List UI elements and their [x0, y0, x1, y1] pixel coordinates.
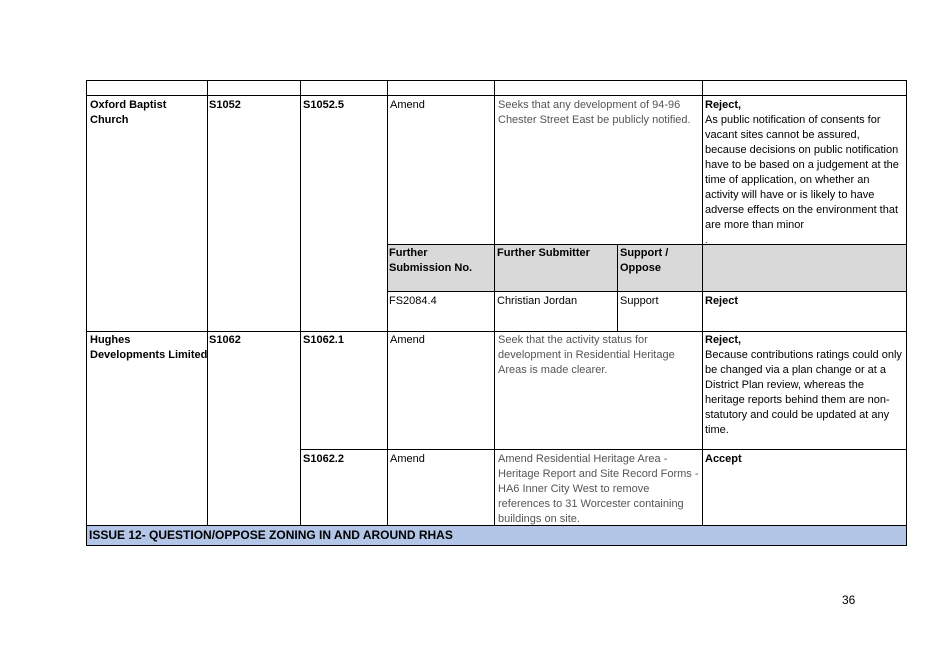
page-number: 36	[842, 593, 856, 607]
decision: Accept	[705, 453, 742, 465]
further-submission-no: FS2084.4	[389, 295, 437, 307]
submission-number: S1062	[209, 334, 241, 346]
table-rule-header-bottom	[86, 95, 907, 96]
decision	[703, 97, 906, 249]
further-submission-no-header: Further Submission No.	[389, 247, 473, 274]
table-col-sep-1	[207, 80, 208, 525]
submission-point: S1052.5	[303, 99, 344, 111]
position: Amend	[390, 99, 425, 111]
table-border-right	[906, 80, 907, 546]
decision-reason: As public notification of consents for vacant sites cannot be assured, because decisions on public notification have to be based on a judgement at the time of application, on whether an activity will have or is likely to have adverse effects on the environment that are more than minor	[705, 114, 899, 231]
decision-tail: .	[705, 235, 708, 245]
position: Amend	[390, 334, 425, 346]
table-rule-row3-top	[300, 449, 907, 450]
table-rule-bottom	[86, 545, 907, 546]
decision-heading: Reject,	[705, 99, 742, 111]
submitter-name: Oxford Baptist Church	[90, 99, 167, 126]
submission-summary: Amend Residential Heritage Area - Heritage Report and Site Record Forms - HA6 Inner City West to remove references to 31 Worcester containing buildings on site.	[498, 453, 699, 525]
position: Amend	[390, 453, 425, 465]
further-submitter: Christian Jordan	[497, 295, 578, 307]
table-rule-further-header	[387, 291, 907, 292]
support-oppose-header: Support / Oppose	[620, 247, 669, 274]
table-rule-top	[86, 80, 907, 81]
support-oppose: Support	[620, 295, 659, 307]
submission-point: S1062.1	[303, 334, 344, 346]
issue-heading: ISSUE 12- QUESTION/OPPOSE ZONING IN AND AROUND RHAS	[89, 528, 453, 542]
submission-point: S1062.2	[303, 453, 344, 465]
table-border-left	[86, 80, 87, 546]
submission-number: S1052	[209, 99, 241, 111]
decision-heading: Reject,	[705, 334, 742, 346]
decision-reason: Because contributions ratings could only be changed via a plan change or at a District Plan review, whereas the heritage reports behind them are non-statutory and could be updated at any time.	[705, 349, 902, 436]
submission-summary: Seek that the activity status for development in Residential Heritage Areas is made clearer.	[498, 334, 675, 376]
submission-summary: Seeks that any development of 94-96 Chester Street East be publicly notified.	[498, 99, 691, 126]
decision	[703, 332, 906, 439]
further-decision: Reject	[705, 295, 739, 307]
further-submitter-header: Further Submitter	[497, 247, 590, 259]
submitter-name: Hughes Developments Limited	[90, 334, 208, 361]
